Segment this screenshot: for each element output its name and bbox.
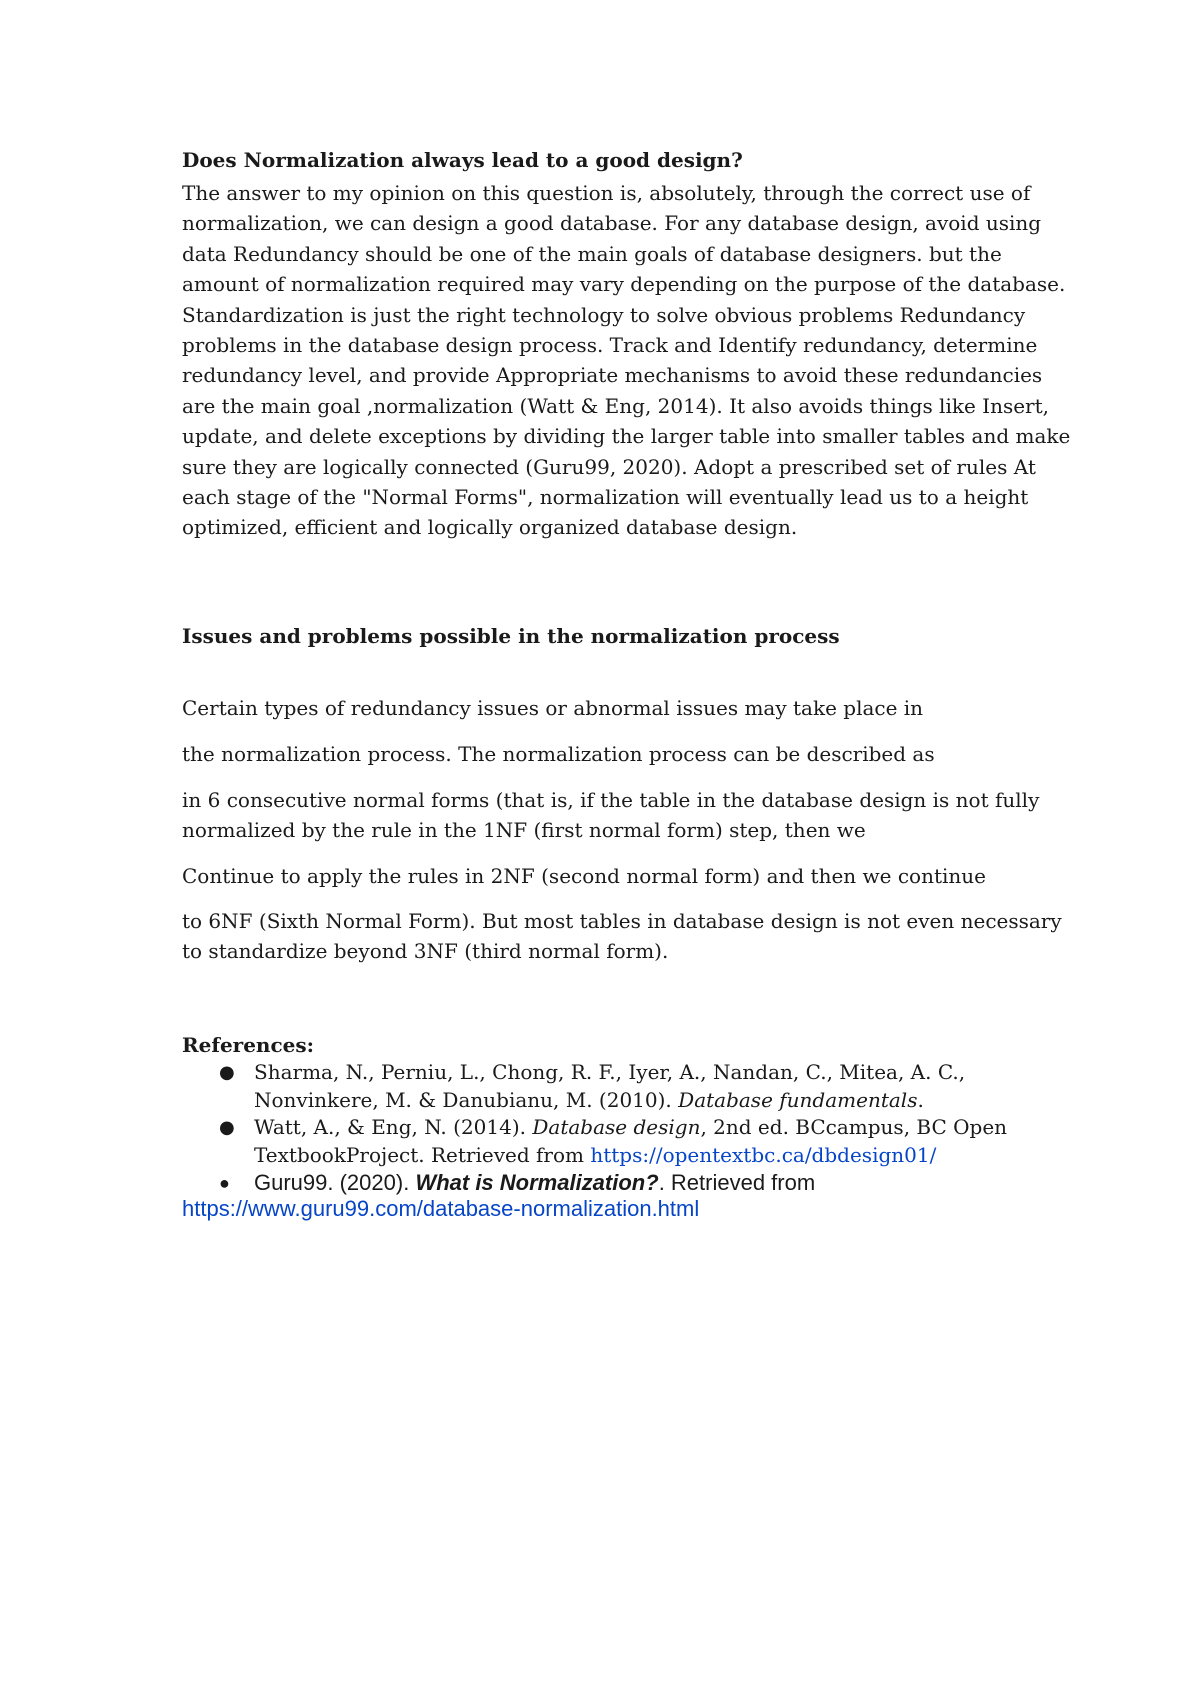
section2-paragraph-1: Certain types of redundancy issues or abnormal issues may take place in: [182, 696, 924, 720]
bullet-icon: ●: [219, 1173, 230, 1193]
paragraph-line: in 6 consecutive normal forms (that is, if the table in the database design is not fully: [182, 788, 1040, 812]
reference-item: [182, 1114, 1062, 1169]
reference-line: [254, 1114, 1062, 1142]
reference-line: Sharma, N., Perniu, L., Chong, R. F., Iyer, A., Nandan, C., Mitea, A. C.,: [254, 1060, 966, 1084]
paragraph-line: data Redundancy should be one of the main goals of database designers. but the: [182, 241, 1002, 266]
paragraph-line: update, and delete exceptions by dividing the larger table into smaller tables and make: [182, 424, 1071, 449]
reference-item: [182, 1169, 1062, 1197]
paragraph-line: The answer to my opinion on this question is, absolutely, through the correct use of: [182, 181, 1031, 205]
section2-paragraph-3: [182, 785, 1042, 846]
paragraph-line: Standardization is just the right technology to solve obvious problems Redundancy: [182, 302, 1026, 327]
guru99-link[interactable]: https://www.guru99.com/database-normalization.html: [182, 1196, 700, 1221]
reference-text: . Retrieved from: [658, 1170, 816, 1195]
references-heading: References:: [182, 1033, 315, 1057]
bullet-icon: ●: [219, 1117, 235, 1138]
reference-line: [254, 1142, 1062, 1170]
paragraph-line: redundancy level, and provide Appropriate mechanisms to avoid these redundancies: [182, 363, 1043, 388]
section2-paragraph-4: Continue to apply the rules in 2NF (second normal form) and then we continue: [182, 864, 986, 888]
paragraph-line: each stage of the "Normal Forms", normalization will eventually lead us to a height: [182, 485, 1029, 510]
reference-title: Database design: [532, 1115, 701, 1139]
paragraph-line: normalization, we can design a good database. For any database design, avoid using: [182, 211, 1042, 236]
reference-text: TextbookProject. Retrieved from: [254, 1142, 591, 1167]
opentextbc-link[interactable]: https://opentextbc.ca/dbdesign01/: [590, 1142, 937, 1167]
reference-text: .: [917, 1087, 924, 1112]
reference-text: , 2nd ed. BCcampus, BC Open: [700, 1115, 1008, 1139]
paragraph-line: amount of normalization required may vary depending on the purpose of the database.: [182, 272, 1066, 297]
paragraph-line: problems in the database design process. Track and Identify redundancy, determine: [182, 333, 1038, 358]
reference-text: Watt, A., & Eng, N. (2014).: [254, 1115, 533, 1139]
reference-text: Nonvinkere, M. & Danubianu, M. (2010).: [254, 1087, 679, 1112]
section2-paragraph-2: the normalization process. The normalization process can be described as: [182, 742, 935, 766]
paragraph-line: normalized by the rule in the 1NF (first normal form) step, then we: [182, 818, 866, 843]
bullet-icon: ●: [219, 1062, 235, 1083]
paragraph-line: to 6NF (Sixth Normal Form). But most tables in database design is not even necessary: [182, 909, 1062, 933]
references-section: [182, 1031, 1062, 1197]
reference-line: [254, 1169, 1062, 1197]
reference-line: [254, 1087, 1062, 1115]
reference-title: Database fundamentals: [678, 1087, 918, 1112]
paragraph-line: are the main goal ,normalization (Watt & Eng, 2014). It also avoids things like Insert,: [182, 393, 1050, 418]
reference-text: Guru99. (2020).: [254, 1170, 416, 1195]
section2-paragraph-5: [182, 906, 1062, 967]
reference-item: [182, 1059, 1062, 1114]
section1-heading: Does Normalization always lead to a good design?: [182, 148, 743, 172]
paragraph-line: optimized, efficient and logically organized database design.: [182, 515, 798, 540]
paragraph-line: to standardize beyond 3NF (third normal form).: [182, 939, 669, 964]
section2-heading: Issues and problems possible in the normalization process: [182, 624, 840, 648]
paragraph-line: sure they are logically connected (Guru99, 2020). Adopt a prescribed set of rules At: [182, 454, 1036, 479]
reference-title: What is Normalization?: [415, 1170, 659, 1195]
section1-paragraph: [182, 178, 1071, 543]
